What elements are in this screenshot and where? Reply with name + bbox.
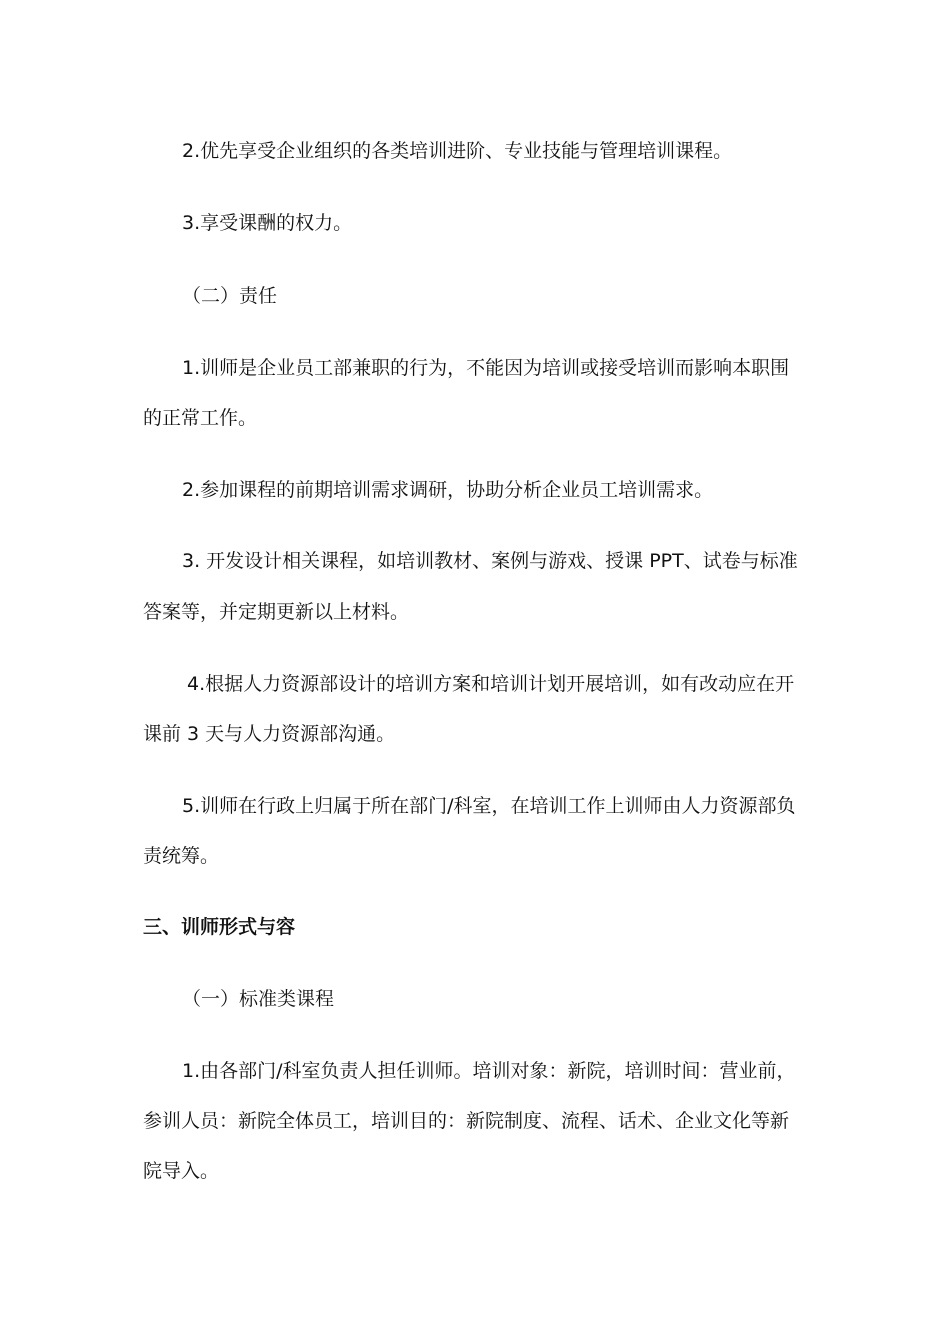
paragraph-right-2: 2.优先享受企业组织的各类培训进阶、专业技能与管理培训课程。: [182, 140, 733, 162]
paragraph-course-1-line-3: 院导入。: [143, 1160, 220, 1182]
section-heading-3: 三、训师形式与容: [143, 916, 296, 938]
paragraph-duty-4-line-1: 4.根据人力资源部设计的培训方案和培训计划开展培训，如有改动应在开: [187, 673, 795, 695]
paragraph-duty-5-line-2: 责统筹。: [143, 845, 220, 867]
paragraph-duty-4-line-2: 课前 3 天与人力资源部沟通。: [143, 723, 396, 745]
paragraph-right-3: 3.享受课酬的权力。: [182, 212, 353, 234]
subheading-responsibility: （二）责任: [182, 285, 278, 307]
subheading-standard-courses: （一）标准类课程: [182, 988, 335, 1010]
paragraph-duty-2: 2.参加课程的前期培训需求调研，协助分析企业员工培训需求。: [182, 479, 714, 501]
paragraph-duty-1-line-2: 的正常工作。: [143, 407, 258, 429]
paragraph-course-1-line-1: 1.由各部门/科室负责人担任训师。培训对象：新院，培训时间：营业前，: [182, 1060, 796, 1082]
paragraph-duty-3-line-2: 答案等，并定期更新以上材料。: [143, 601, 410, 623]
paragraph-duty-5-line-1: 5.训师在行政上归属于所在部门/科室，在培训工作上训师由人力资源部负: [182, 795, 796, 817]
paragraph-course-1-line-2: 参训人员：新院全体员工，培训目的：新院制度、流程、话术、企业文化等新: [143, 1110, 790, 1132]
paragraph-duty-3-line-1: 3. 开发设计相关课程，如培训教材、案例与游戏、授课 PPT、试卷与标准: [182, 550, 798, 572]
paragraph-duty-1-line-1: 1.训师是企业员工部兼职的行为，不能因为培训或接受培训而影响本职围: [182, 357, 790, 379]
